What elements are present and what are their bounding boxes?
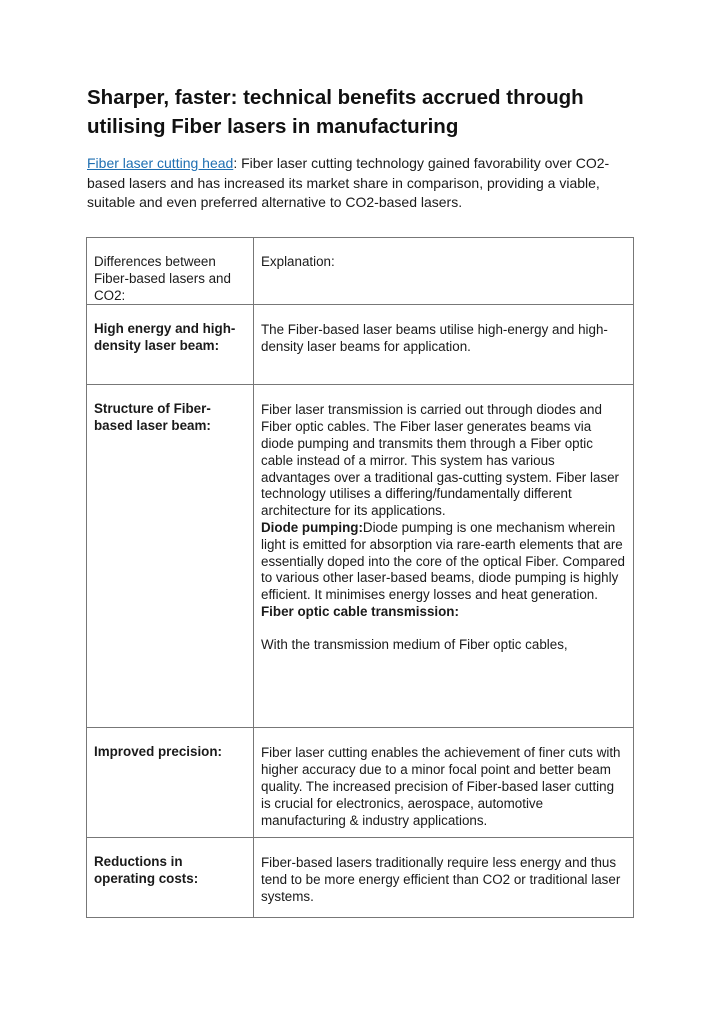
fiber-optic-transmission-label: Fiber optic cable transmission:	[261, 603, 459, 619]
intro-text: : Fiber laser cutting technology gained favorability over CO2-based lasers and has increased its market share in comparison, providing a viable, suitable and even preferred alternative to CO2-based lasers.	[87, 155, 610, 210]
paragraph-spacer	[261, 621, 625, 637]
fiber-optic-transmission-text: With the transmission medium of Fiber optic cables,	[261, 636, 568, 652]
diode-pumping-label: Diode pumping:	[261, 519, 363, 535]
row-text: Fiber laser cutting enables the achievement of finer cuts with higher accuracy due to a minor focal point and better beam quality. The increased precision of Fiber-based laser cutting is crucial for electronics, aerospace, automotive manufacturing & industry applications.	[254, 728, 634, 838]
row-label: High energy and high-density laser beam:	[87, 305, 254, 385]
intro-paragraph	[87, 154, 642, 213]
row-label: Structure of Fiber-based laser beam:	[87, 385, 254, 728]
header-col1: Differences between Fiber-based lasers and CO2:	[87, 238, 254, 305]
row-label: Reductions in operating costs:	[87, 838, 254, 918]
fiber-laser-cutting-head-link[interactable]: Fiber laser cutting head	[87, 155, 234, 171]
comparison-table	[86, 237, 634, 918]
table-row	[87, 838, 634, 918]
table-row	[87, 305, 634, 385]
row-text: Fiber-based lasers traditionally require less energy and thus tend to be more energy efficient than CO2 or traditional laser systems.	[254, 838, 634, 918]
row-text: The Fiber-based laser beams utilise high-energy and high-density laser beams for application.	[254, 305, 634, 385]
row-text: Fiber laser transmission is carried out through diodes and Fiber optic cables. The Fiber laser generates beams via diode pumping and transmits them through a Fiber optic cable instead of a mirror. This system has various advantages over a traditional gas-cutting system. Fiber laser technology utilises a differing/fundamentally different architecture for its applications.	[261, 402, 620, 519]
table-row	[87, 728, 634, 838]
page-title: Sharper, faster: technical benefits accrued through utilising Fiber lasers in manufacturing	[87, 86, 584, 138]
diode-pumping-paragraph	[261, 520, 625, 604]
row-text-cell	[254, 385, 634, 728]
table-header-row	[87, 238, 634, 305]
row-label: Improved precision:	[87, 728, 254, 838]
table-row	[87, 385, 634, 728]
header-col2: Explanation:	[254, 238, 634, 305]
diode-pumping-text: Diode pumping is one mechanism wherein light is emitted for absorption via rare-earth elements that are essentially doped into the core of the optical Fiber. Compared to various other laser-based beams, diode pumping is highly efficient. It minimises energy losses and heat generation.	[261, 519, 625, 603]
